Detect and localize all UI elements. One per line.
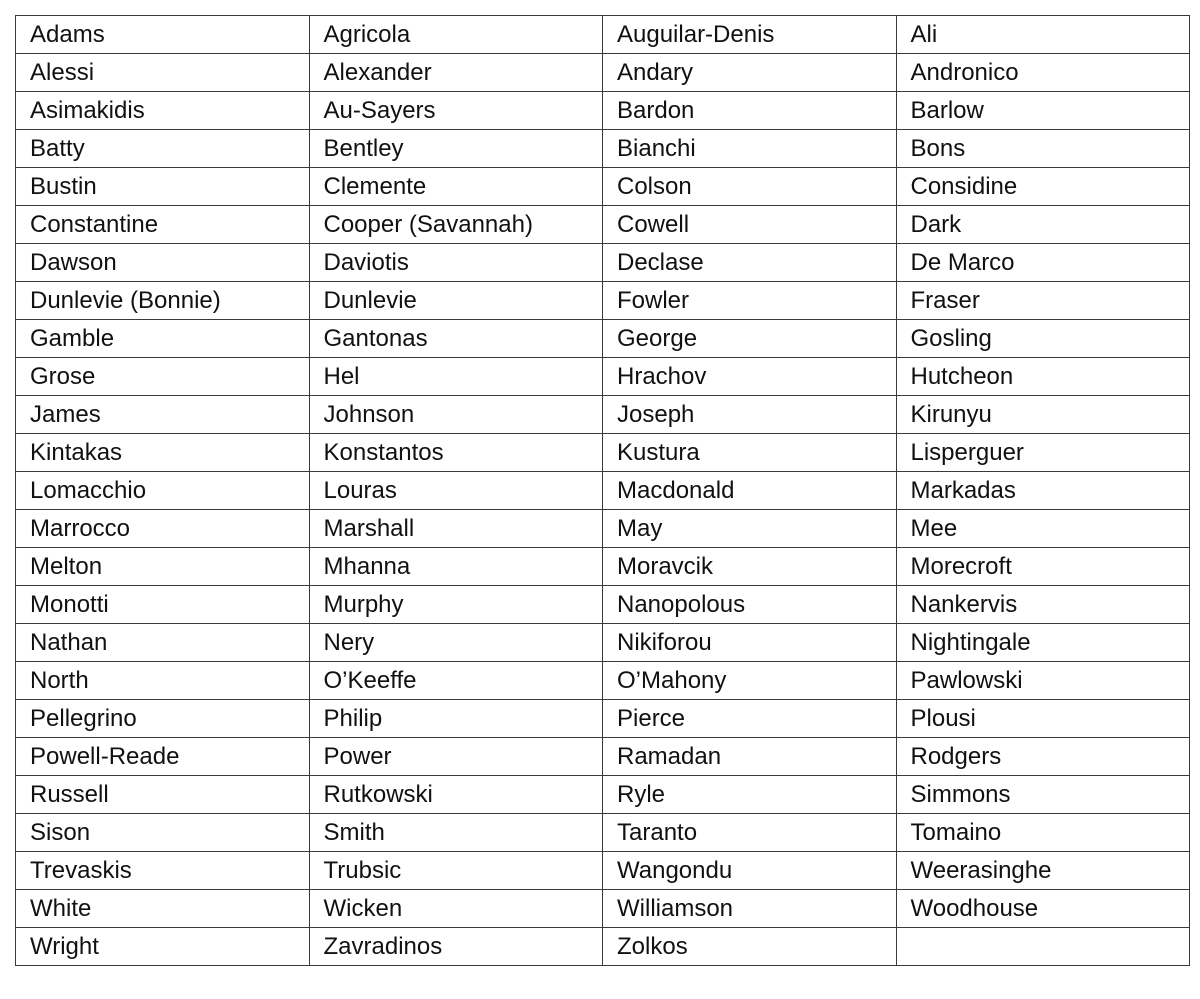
table-cell: Gantonas <box>309 320 603 358</box>
table-cell: Andronico <box>896 54 1190 92</box>
table-cell: Kustura <box>603 434 897 472</box>
table-cell: Auguilar-Denis <box>603 16 897 54</box>
table-row <box>16 624 1190 662</box>
table-cell: Rutkowski <box>309 776 603 814</box>
table-cell: Power <box>309 738 603 776</box>
table-row <box>16 852 1190 890</box>
table-cell: Dunlevie (Bonnie) <box>16 282 310 320</box>
table-cell: Gosling <box>896 320 1190 358</box>
table-row <box>16 776 1190 814</box>
table-cell: Daviotis <box>309 244 603 282</box>
table-cell: Kirunyu <box>896 396 1190 434</box>
table-cell: Morecroft <box>896 548 1190 586</box>
table-cell: Simmons <box>896 776 1190 814</box>
table-cell: Pellegrino <box>16 700 310 738</box>
table-cell: Dunlevie <box>309 282 603 320</box>
table-cell: Hel <box>309 358 603 396</box>
table-row <box>16 662 1190 700</box>
table-cell: O’Keeffe <box>309 662 603 700</box>
table-cell: Nery <box>309 624 603 662</box>
table-row <box>16 928 1190 966</box>
table-cell: Nankervis <box>896 586 1190 624</box>
table-cell: Fraser <box>896 282 1190 320</box>
table-row <box>16 130 1190 168</box>
table-cell: Mee <box>896 510 1190 548</box>
table-cell: Marrocco <box>16 510 310 548</box>
table-row <box>16 738 1190 776</box>
table-row <box>16 206 1190 244</box>
table-cell: Pawlowski <box>896 662 1190 700</box>
table-cell: De Marco <box>896 244 1190 282</box>
table-cell: Trevaskis <box>16 852 310 890</box>
table-cell: Gamble <box>16 320 310 358</box>
table-cell: Hutcheon <box>896 358 1190 396</box>
table-cell: Grose <box>16 358 310 396</box>
table-cell: Alessi <box>16 54 310 92</box>
table-cell: Kintakas <box>16 434 310 472</box>
table-cell: O’Mahony <box>603 662 897 700</box>
table-cell: Trubsic <box>309 852 603 890</box>
table-cell: Dark <box>896 206 1190 244</box>
table-row <box>16 168 1190 206</box>
table-cell: Macdonald <box>603 472 897 510</box>
table-cell: Andary <box>603 54 897 92</box>
table-row <box>16 434 1190 472</box>
table-row <box>16 548 1190 586</box>
table-cell: Mhanna <box>309 548 603 586</box>
table-cell: Nikiforou <box>603 624 897 662</box>
table-cell: Wicken <box>309 890 603 928</box>
table-row <box>16 244 1190 282</box>
table-cell: James <box>16 396 310 434</box>
table-cell: Johnson <box>309 396 603 434</box>
table-cell: Bentley <box>309 130 603 168</box>
table-row <box>16 358 1190 396</box>
table-cell: Bardon <box>603 92 897 130</box>
table-cell: Alexander <box>309 54 603 92</box>
table-row <box>16 890 1190 928</box>
table-cell: Konstantos <box>309 434 603 472</box>
table-row <box>16 320 1190 358</box>
table-row <box>16 54 1190 92</box>
table-cell: Zolkos <box>603 928 897 966</box>
table-cell: Plousi <box>896 700 1190 738</box>
table-row <box>16 700 1190 738</box>
table-cell: Cowell <box>603 206 897 244</box>
table-cell: Taranto <box>603 814 897 852</box>
table-cell: Dawson <box>16 244 310 282</box>
table-cell: Hrachov <box>603 358 897 396</box>
table-cell: Nathan <box>16 624 310 662</box>
table-cell: Woodhouse <box>896 890 1190 928</box>
table-cell: North <box>16 662 310 700</box>
table-cell: Wangondu <box>603 852 897 890</box>
table-cell: Fowler <box>603 282 897 320</box>
table-cell: Barlow <box>896 92 1190 130</box>
table-cell: Philip <box>309 700 603 738</box>
table-cell: Russell <box>16 776 310 814</box>
table-cell: Monotti <box>16 586 310 624</box>
table-cell: Weerasinghe <box>896 852 1190 890</box>
table-cell: Tomaino <box>896 814 1190 852</box>
table-cell: Bianchi <box>603 130 897 168</box>
table-cell: Lomacchio <box>16 472 310 510</box>
table-row <box>16 16 1190 54</box>
table-cell: Clemente <box>309 168 603 206</box>
table-cell: Smith <box>309 814 603 852</box>
table-cell: Colson <box>603 168 897 206</box>
table-cell: Sison <box>16 814 310 852</box>
table-row <box>16 510 1190 548</box>
table-row <box>16 586 1190 624</box>
table-cell: Cooper (Savannah) <box>309 206 603 244</box>
table-cell: Williamson <box>603 890 897 928</box>
table-cell: Declase <box>603 244 897 282</box>
table-cell: Zavradinos <box>309 928 603 966</box>
table-cell: Powell-Reade <box>16 738 310 776</box>
table-cell <box>896 928 1190 966</box>
names-table <box>15 15 1190 966</box>
table-cell: Louras <box>309 472 603 510</box>
table-cell: Pierce <box>603 700 897 738</box>
table-row <box>16 396 1190 434</box>
table-cell: Asimakidis <box>16 92 310 130</box>
table-cell: Markadas <box>896 472 1190 510</box>
table-cell: Au-Sayers <box>309 92 603 130</box>
table-cell: Ramadan <box>603 738 897 776</box>
table-cell: Moravcik <box>603 548 897 586</box>
table-cell: Considine <box>896 168 1190 206</box>
table-row <box>16 282 1190 320</box>
table-cell: Wright <box>16 928 310 966</box>
table-cell: Murphy <box>309 586 603 624</box>
table-cell: White <box>16 890 310 928</box>
table-cell: Agricola <box>309 16 603 54</box>
table-cell: May <box>603 510 897 548</box>
table-cell: Nightingale <box>896 624 1190 662</box>
table-cell: Nanopolous <box>603 586 897 624</box>
table-cell: Ali <box>896 16 1190 54</box>
table-cell: George <box>603 320 897 358</box>
table-cell: Adams <box>16 16 310 54</box>
table-cell: Lisperguer <box>896 434 1190 472</box>
table-cell: Constantine <box>16 206 310 244</box>
table-cell: Melton <box>16 548 310 586</box>
table-cell: Bons <box>896 130 1190 168</box>
table-cell: Batty <box>16 130 310 168</box>
names-table-body <box>16 16 1190 966</box>
table-cell: Ryle <box>603 776 897 814</box>
table-cell: Rodgers <box>896 738 1190 776</box>
table-row <box>16 92 1190 130</box>
table-cell: Marshall <box>309 510 603 548</box>
table-cell: Bustin <box>16 168 310 206</box>
table-row <box>16 472 1190 510</box>
table-row <box>16 814 1190 852</box>
table-cell: Joseph <box>603 396 897 434</box>
